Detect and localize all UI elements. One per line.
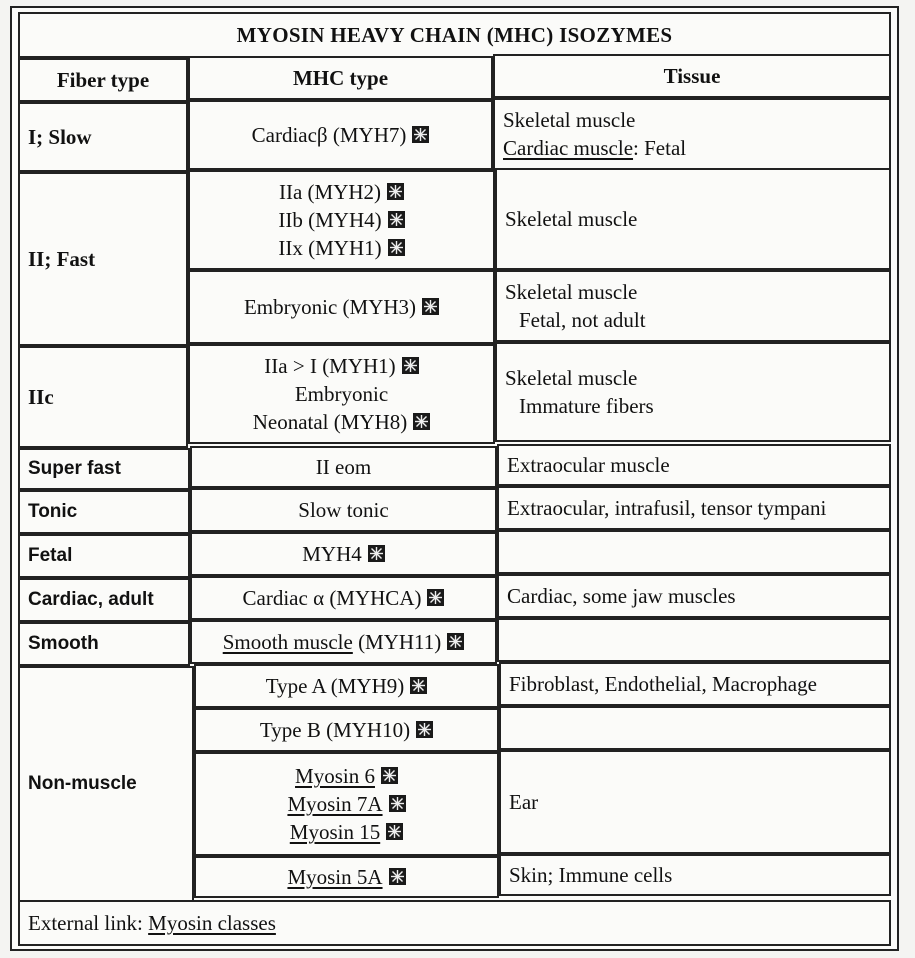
gene-link-icon[interactable]	[416, 721, 433, 738]
mhc-cell	[194, 708, 499, 752]
tissue-cell	[499, 854, 891, 896]
tissue-cell	[495, 270, 891, 342]
mhc-cell	[188, 344, 495, 444]
gene-link-icon[interactable]	[427, 589, 444, 606]
mhc-entry: IIa (MYH2)	[279, 178, 404, 206]
gene-link-icon[interactable]	[368, 545, 385, 562]
mhc-entry: IIb (MYH4)	[278, 206, 404, 234]
mhc-cell	[190, 532, 497, 576]
fiber-iic: IIc	[18, 346, 188, 448]
mhc-cell	[188, 170, 495, 270]
myosin-7a-link[interactable]: Myosin 7A	[287, 792, 383, 816]
gene-link-icon[interactable]	[389, 868, 406, 885]
external-link-row	[18, 900, 891, 946]
cardiac-muscle-link[interactable]: Cardiac muscle	[503, 136, 634, 160]
mhc-entry: Neonatal (MYH8)	[253, 408, 431, 436]
header-fiber-type: Fiber type	[18, 58, 188, 102]
mhc-cell	[190, 576, 497, 620]
gene-link-icon[interactable]	[381, 767, 398, 784]
gene-link-icon[interactable]	[402, 357, 419, 374]
gene-link-icon[interactable]	[387, 183, 404, 200]
tissue-cell	[495, 168, 891, 270]
fiber-tonic: Tonic	[18, 490, 190, 534]
external-link-label: External link:	[28, 911, 149, 935]
tissue-cell	[497, 486, 891, 530]
fiber-ii-fast: II; Fast	[18, 172, 188, 346]
mhc-cell	[194, 856, 499, 898]
tissue-line: Extraocular muscle	[507, 453, 670, 477]
fiber-cardiac-adult: Cardiac, adult	[18, 578, 190, 622]
fiber-non-muscle: Non-muscle	[18, 666, 194, 902]
mhc-entry	[290, 818, 403, 846]
mhc-entry: Cardiacβ (MYH7)	[252, 121, 430, 149]
tissue-cell	[499, 662, 891, 706]
table-title: MYOSIN HEAVY CHAIN (MHC) ISOZYMES	[18, 12, 891, 58]
mhc-cell	[194, 752, 499, 856]
mhc-cell	[188, 100, 493, 170]
tissue-cell	[493, 98, 891, 170]
mhc-cell	[188, 270, 495, 344]
mhc-entry: Cardiac α (MYHCA)	[243, 584, 445, 612]
mhc-cell	[190, 446, 497, 488]
tissue-line: Ear	[509, 790, 539, 814]
myosin-6-link[interactable]: Myosin 6	[295, 764, 375, 788]
mhc-entry	[287, 790, 405, 818]
gene-link-icon[interactable]	[388, 239, 405, 256]
gene-link-icon[interactable]	[389, 795, 406, 812]
mhc-entry: MYH4	[302, 540, 385, 568]
header-mhc-type: MHC type	[188, 56, 493, 100]
tissue-line: Skeletal muscle	[505, 280, 638, 304]
fiber-smooth: Smooth	[18, 622, 190, 666]
tissue-line: Extraocular, intrafusil, tensor tympani	[507, 496, 827, 520]
gene-link-icon[interactable]	[386, 823, 403, 840]
tissue-line: Skeletal muscle	[505, 207, 638, 231]
smooth-muscle-link[interactable]: Smooth muscle	[222, 630, 353, 654]
mhc-entry	[295, 762, 398, 790]
tissue-line: Immature fibers	[519, 394, 654, 418]
mhc-entry: Embryonic (MYH3)	[244, 293, 439, 321]
mhc-entry: Slow tonic	[298, 498, 389, 522]
myosin-classes-link[interactable]: Myosin classes	[148, 911, 276, 935]
myosin-15-link[interactable]: Myosin 15	[289, 820, 381, 844]
mhc-cell	[190, 488, 497, 532]
gene-link-icon[interactable]	[412, 126, 429, 143]
gene-link-icon[interactable]	[413, 413, 430, 430]
gene-link-icon[interactable]	[388, 211, 405, 228]
mhc-entry	[287, 863, 405, 891]
mhc-entry: Type B (MYH10)	[260, 716, 433, 744]
tissue-cell-empty	[499, 706, 891, 750]
tissue-line: Cardiac, some jaw muscles	[507, 584, 736, 608]
tissue-line: Fibroblast, Endothelial, Macrophage	[509, 672, 817, 696]
mhc-entry: Smooth muscle (MYH11)	[223, 628, 465, 656]
tissue-line: Skin; Immune cells	[509, 863, 673, 887]
mhc-cell	[190, 620, 497, 664]
tissue-line: Fetal, not adult	[519, 308, 646, 332]
myosin-5a-link[interactable]: Myosin 5A	[287, 865, 383, 889]
tissue-cell	[497, 574, 891, 618]
fiber-fetal: Fetal	[18, 534, 190, 578]
mhc-entry: II eom	[315, 455, 372, 479]
gene-link-icon[interactable]	[447, 633, 464, 650]
tissue-cell	[495, 342, 891, 442]
tissue-line: Skeletal muscle	[503, 108, 636, 132]
mhc-entry: IIa > I (MYH1)	[264, 352, 418, 380]
tissue-cell-empty	[497, 530, 891, 574]
gene-link-icon[interactable]	[410, 677, 427, 694]
mhc-entry: Type A (MYH9)	[266, 672, 428, 700]
mhc-entry: Embryonic	[294, 382, 389, 406]
tissue-line: Cardiac muscle: Fetal	[503, 136, 687, 160]
gene-link-icon[interactable]	[422, 298, 439, 315]
tissue-cell	[497, 444, 891, 486]
fiber-i-slow: I; Slow	[18, 102, 188, 172]
mhc-cell	[194, 664, 499, 708]
mhc-entry: IIx (MYH1)	[278, 234, 404, 262]
tissue-line: Skeletal muscle	[505, 366, 638, 390]
header-tissue: Tissue	[493, 54, 891, 98]
tissue-cell	[499, 750, 891, 854]
tissue-cell-empty	[497, 618, 891, 662]
fiber-super-fast: Super fast	[18, 448, 190, 490]
